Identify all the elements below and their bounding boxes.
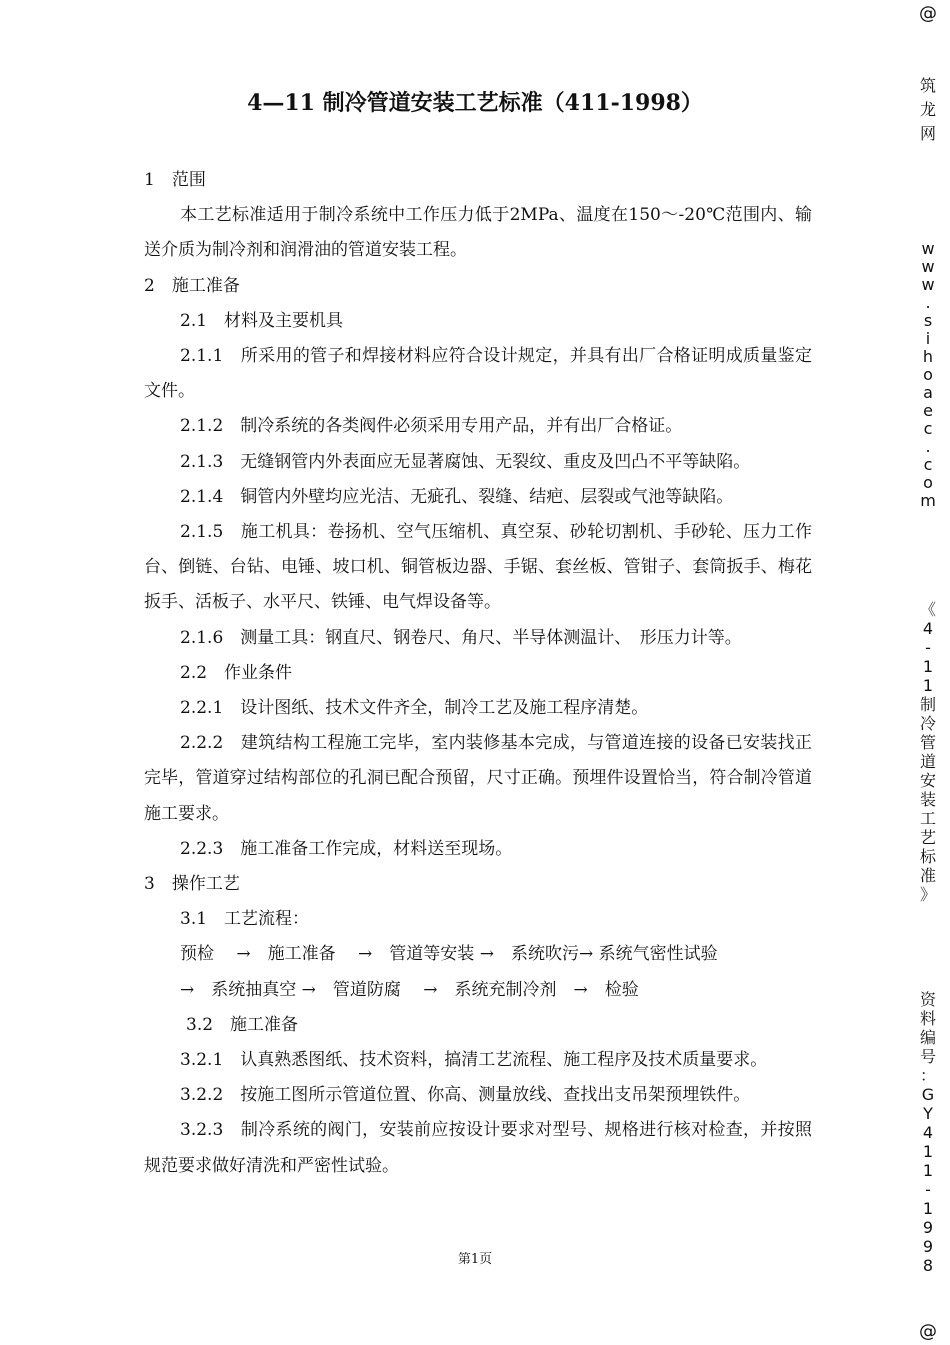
sidebar-char: 准 — [919, 866, 936, 885]
sidebar-char: 艺 — [919, 828, 936, 847]
sidebar-char: . — [925, 437, 931, 456]
paragraph: 2.1.2 制冷系统的各类阀件必须采用专用产品，并有出厂合格证。 — [180, 416, 683, 437]
subsection-heading: 2.1 材料及主要机具 — [180, 310, 344, 331]
sidebar-char: 1 — [922, 1161, 934, 1180]
sidebar-char: - — [925, 1180, 931, 1199]
section-heading: 3 操作工艺 — [144, 874, 240, 895]
paragraph: 本工艺标准适用于制冷系统中工作压力低于2MPa、温度在150～-20℃范围内、输送介质为制冷剂和润滑油的管道安装工程。 — [144, 205, 812, 261]
section-heading: 1 范围 — [144, 170, 206, 190]
page-number: 第1页 — [457, 1252, 493, 1267]
sidebar-char: 4 — [922, 1123, 934, 1142]
sidebar-char: 制 — [919, 695, 936, 714]
sidebar-char: 1 — [922, 1199, 934, 1218]
sidebar-char: 资 — [919, 990, 936, 1009]
paragraph: 2.1.4 铜管内外壁均应光洁、无疵孔、裂缝、结疤、层裂或气池等缺陷。 — [180, 486, 734, 507]
paragraph: 2.1.5 施工机具：卷扬机、空气压缩机、真空泵、砂轮切割机、手砂轮、压力工作台、倒链、台钻、电锤、坡口机、铜管板边器、手锯、套丝板、管钳子、套筒扳手、梅花扳手、活板子、水平尺、铁锤、电气焊设备等。 — [144, 522, 812, 613]
sidebar-at-symbol-top — [910, 4, 946, 23]
sidebar-char: ： — [919, 1066, 936, 1085]
sidebar-char: o — [923, 473, 933, 492]
sidebar-char: 8 — [922, 1256, 934, 1275]
sidebar-doc-title — [910, 600, 946, 904]
sidebar-char: 1 — [922, 657, 934, 676]
sidebar-char: c — [923, 419, 933, 438]
sidebar-char: 9 — [922, 1218, 934, 1237]
sidebar-char: 》 — [919, 885, 936, 904]
sidebar-char: 装 — [919, 790, 936, 809]
sidebar-char: 安 — [919, 771, 936, 790]
sidebar-char: e — [923, 401, 933, 420]
paragraph: 2.2.2 建筑结构工程施工完毕，室内装修基本完成，与管道连接的设备已安装找正完毕，管道穿过结构部位的孔洞已配合预留，尺寸正确。预埋件设置恰当，符合制冷管道施工要求。 — [144, 733, 812, 824]
sidebar-char: G — [921, 1085, 935, 1104]
subsection-heading: 3.2 施工准备 — [186, 1014, 299, 1035]
sidebar-char: m — [920, 491, 936, 510]
sidebar-char: 冷 — [919, 714, 936, 733]
sidebar-doc-code — [910, 990, 946, 1275]
document-title: 4—11 制冷管道安装工艺标准（411-1998） — [247, 90, 703, 116]
sidebar-brand — [910, 74, 946, 146]
sidebar-char: 标 — [919, 847, 936, 866]
sidebar-char: 号 — [919, 1047, 936, 1066]
document-body — [144, 163, 812, 1184]
process-flow-line: → 系统抽真空 → 管道防腐 → 系统充制冷剂 → 检验 — [180, 979, 639, 1000]
sidebar-char: 道 — [919, 752, 936, 771]
subsection-heading: 2.2 作业条件 — [180, 662, 293, 683]
paragraph: 2.1.1 所采用的管子和焊接材料应符合设计规定，并具有出厂合格证明成质量鉴定文件。 — [144, 346, 812, 402]
paragraph: 3.2.2 按施工图所示管道位置、你高、测量放线、查找出支吊架预埋铁件。 — [180, 1085, 751, 1106]
sidebar-char: s — [923, 311, 933, 330]
sidebar-char: @ — [919, 3, 937, 24]
sidebar-char: w — [921, 275, 935, 294]
sidebar-char: o — [923, 365, 933, 384]
sidebar-char: 1 — [922, 1142, 934, 1161]
sidebar-char: c — [923, 455, 933, 474]
sidebar-char: 9 — [922, 1237, 934, 1256]
paragraph: 3.2.1 认真熟悉图纸、技术资料，搞清工艺流程、施工程序及技术质量要求。 — [180, 1050, 768, 1071]
sidebar-char: - — [925, 638, 931, 657]
sidebar-char: a — [923, 383, 933, 402]
sidebar-char: 管 — [919, 733, 936, 752]
sidebar-char: i — [925, 329, 931, 348]
sidebar-char: w — [921, 239, 935, 258]
sidebar-char: 工 — [919, 809, 936, 828]
sidebar-char: 料 — [919, 1009, 936, 1028]
sidebar-char: w — [921, 257, 935, 276]
sidebar-char: 《 — [919, 600, 936, 619]
section-heading: 2 施工准备 — [144, 275, 240, 296]
paragraph: 2.1.6 测量工具：钢直尺、钢卷尺、角尺、半导体测温计、 形压力计等。 — [180, 627, 742, 648]
sidebar-char: 1 — [922, 676, 934, 695]
sidebar-at-symbol-bottom — [910, 1322, 946, 1341]
sidebar-char: 龙 — [919, 100, 936, 119]
sidebar-url — [910, 240, 946, 510]
paragraph: 2.1.3 无缝钢管内外表面应无显著腐蚀、无裂纹、重皮及凹凸不平等缺陷。 — [180, 451, 751, 472]
paragraph: 2.2.3 施工准备工作完成，材料送至现场。 — [180, 838, 513, 859]
sidebar-char: 网 — [919, 124, 936, 143]
paragraph: 2.2.1 设计图纸、技术文件齐全，制冷工艺及施工程序清楚。 — [180, 698, 649, 719]
sidebar-char: 4 — [922, 619, 934, 638]
sidebar-char: . — [925, 293, 931, 312]
process-flow-line: 预检 → 施工准备 → 管道等安装 → 系统吹污→ 系统气密性试验 — [180, 944, 718, 965]
sidebar-char: 编 — [919, 1028, 936, 1047]
sidebar-char: 筑 — [919, 76, 936, 95]
subsection-heading: 3.1 工艺流程： — [180, 909, 310, 930]
sidebar-char: @ — [919, 1321, 937, 1342]
sidebar-char: Y — [923, 1104, 933, 1123]
paragraph: 3.2.3 制冷系统的阀门，安装前应按设计要求对型号、规格进行核对检查，并按照规范要求做好清洗和严密性试验。 — [144, 1120, 812, 1176]
sidebar-char: h — [922, 347, 934, 366]
